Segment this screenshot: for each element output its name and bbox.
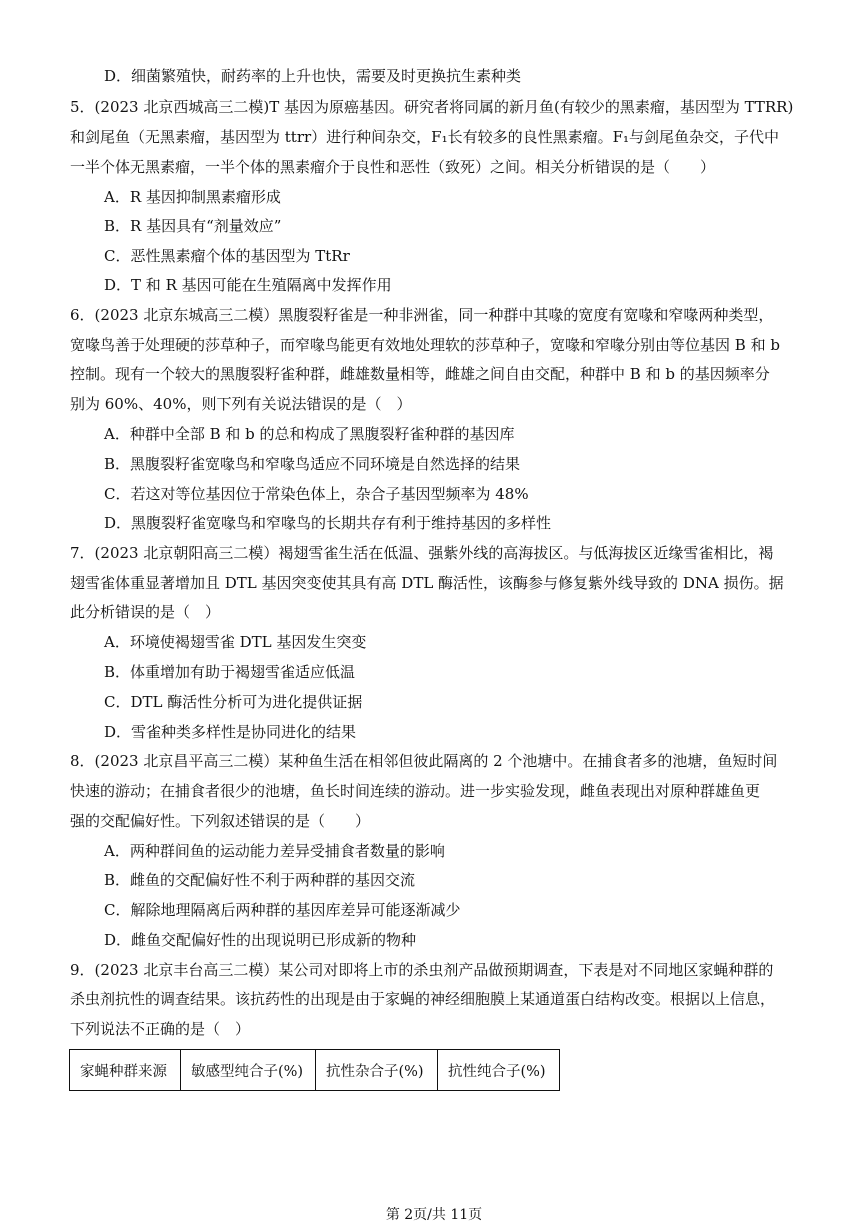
q5-stem-line-3: 一半个体无黑素瘤，一半个体的黑素瘤介于良性和恶性（致死）之间。相关分析错误的是（ ）: [70, 158, 716, 176]
q7-stem-line-1: 7．(2023 北京朝阳高三二模）褐翅雪雀生活在低温、强紫外线的高海拔区。与低海拔区近缘雪雀相比，褐: [70, 544, 774, 562]
q9-resistance-table: [69, 1049, 560, 1091]
q5-option-a: A．R 基因抑制黑素瘤形成: [104, 188, 281, 206]
q8-option-d: D．雌鱼交配偏好性的出现说明已形成新的物种: [104, 931, 417, 949]
q6-option-b: B．黑腹裂籽雀宽喙鸟和窄喙鸟适应不同环境是自然选择的结果: [104, 455, 521, 473]
table-header-cell: 抗性杂合子(%): [316, 1050, 438, 1091]
q9-stem-line-3: 下列说法不正确的是（ ）: [70, 1020, 251, 1038]
table-header-cell: 抗性纯合子(%): [438, 1050, 560, 1091]
q6-stem-line-4: 别为 60%、40%，则下列有关说法错误的是（ ）: [70, 395, 412, 413]
q5-option-b: B．R 基因具有“剂量效应”: [104, 217, 282, 235]
q7-stem-line-2: 翅雪雀体重显著增加且 DTL 基因突变使其具有高 DTL 酶活性，该酶参与修复紫外线导致的 DNA 损伤。据: [70, 574, 784, 592]
q9-stem-line-2: 杀虫剂抗性的调查结果。该抗药性的出现是由于家蝇的神经细胞膜上某通道蛋白结构改变。根据以上信息，: [70, 990, 776, 1008]
table-header-cell: 敏感型纯合子(%): [181, 1050, 316, 1091]
q7-option-b: B．体重增加有助于褐翅雪雀适应低温: [104, 663, 356, 681]
q6-stem-line-1: 6．(2023 北京东城高三二模）黑腹裂籽雀是一种非洲雀，同一种群中其喙的宽度有宽喙和窄喙两种类型，: [70, 306, 774, 324]
table-header-cell: 家蝇种群来源: [70, 1050, 181, 1091]
q7-option-a: A．环境使褐翅雪雀 DTL 基因发生突变: [104, 633, 367, 651]
q6-option-c: C．若这对等位基因位于常染色体上，杂合子基因型频率为 48%: [104, 485, 529, 503]
q5-stem-line-1: 5．(2023 北京西城高三二模)T 基因为原癌基因。研究者将同属的新月鱼(有较少的黑素瘤，基因型为 TTRR): [70, 98, 794, 116]
q8-option-c: C．解除地理隔离后两种群的基因库差异可能逐渐减少: [104, 901, 461, 919]
q4-option-d: D．细菌繁殖快，耐药率的上升也快，需要及时更换抗生素种类: [104, 67, 522, 85]
q7-option-d: D．雪雀种类多样性是协同进化的结果: [104, 723, 357, 741]
table-header-row: [70, 1050, 560, 1091]
q5-option-c: C．恶性黑素瘤个体的基因型为 TtRr: [104, 247, 350, 265]
q8-stem-line-1: 8．(2023 北京昌平高三二模）某种鱼生活在相邻但彼此隔离的 2 个池塘中。在捕食者多的池塘，鱼短时间: [70, 752, 778, 770]
q6-option-d: D．黑腹裂籽雀宽喙鸟和窄喙鸟的长期共存有利于维持基因的多样性: [104, 514, 552, 532]
q5-option-d: D．T 和 R 基因可能在生殖隔离中发挥作用: [104, 276, 392, 294]
q6-option-a: A．种群中全部 B 和 b 的总和构成了黑腹裂籽雀种群的基因库: [104, 425, 515, 443]
q9-stem-line-1: 9．(2023 北京丰台高三二模）某公司对即将上市的杀虫剂产品做预期调查，下表是对不同地区家蝇种群的: [70, 961, 774, 979]
q8-stem-line-2: 快速的游动；在捕食者很少的池塘，鱼长时间连续的游动。进一步实验发现，雌鱼表现出对原种群雄鱼更: [70, 782, 761, 800]
q8-option-b: B．雌鱼的交配偏好性不利于两种群的基因交流: [104, 871, 416, 889]
q8-stem-line-3: 强的交配偏好性。下列叙述错误的是（ ）: [70, 812, 371, 830]
q7-stem-line-3: 此分析错误的是（ ）: [70, 603, 221, 621]
q6-stem-line-3: 控制。现有一个较大的黑腹裂籽雀种群，雌雄数量相等，雌雄之间自由交配，种群中 B 和 b 的基因频率分: [70, 365, 770, 383]
q8-option-a: A．两种群间鱼的运动能力差异受捕食者数量的影响: [104, 842, 445, 860]
q6-stem-line-2: 宽喙鸟善于处理硬的莎草种子，而窄喙鸟能更有效地处理软的莎草种子，宽喙和窄喙分别由等位基因 B 和 b: [70, 336, 780, 354]
q5-stem-line-2: 和剑尾鱼（无黑素瘤，基因型为 ttrr）进行种间杂交，F₁长有较多的良性黑素瘤。F₁与剑尾鱼杂交，子代中: [70, 128, 780, 146]
page-number: 第 2页/共 11页: [385, 1207, 483, 1223]
q7-option-c: C．DTL 酶活性分析可为进化提供证据: [104, 693, 363, 711]
